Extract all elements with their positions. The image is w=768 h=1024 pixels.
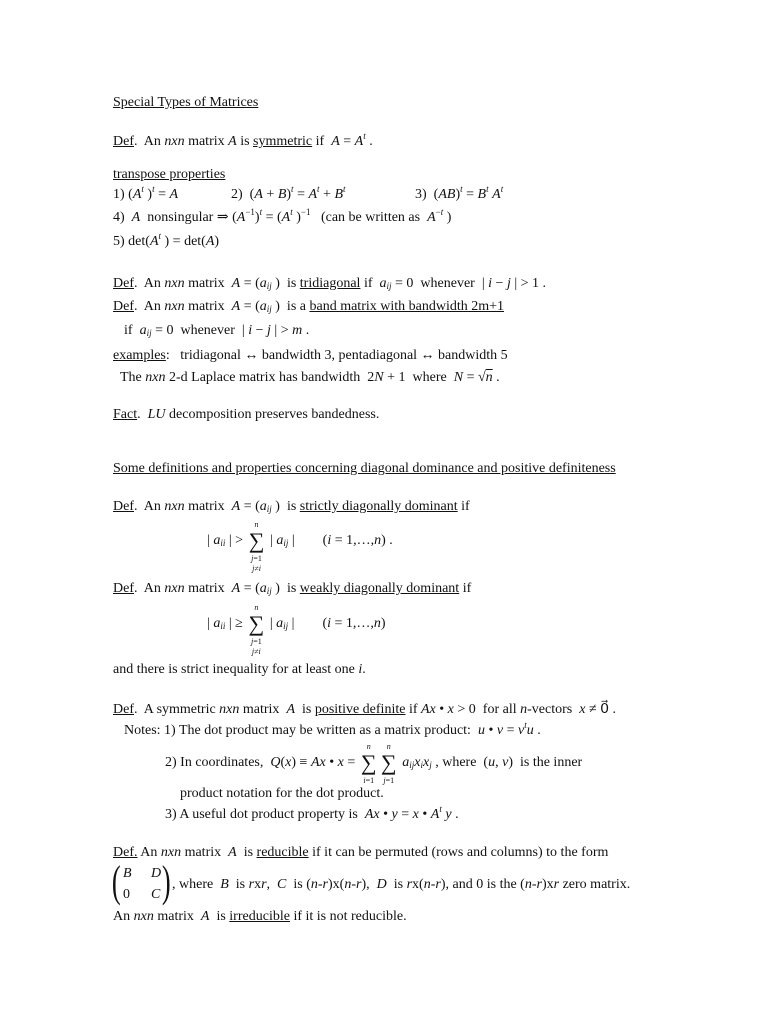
transpose-prop-2: 2) $(A + B)^t = A^t + B^t$	[231, 184, 346, 202]
transpose-heading: transpose properties	[113, 167, 226, 182]
notes-3: 3) A useful dot product property is Ax • y = x • $A^t$ y .	[165, 804, 459, 822]
strict-inequality-note: and there is strict inequality for at least one i.	[113, 662, 366, 677]
def-strictly-dominant: Def. An nxn matrix $A = (a_{ij}$ ) is strictly diagonally dominant if	[113, 499, 470, 514]
def-weakly-dominant: Def. An nxn matrix $A = (a_{ij}$ ) is weakly diagonally dominant if	[113, 581, 472, 596]
notes-2-cont: product notation for the dot product.	[180, 786, 384, 801]
reducible-where-line: , where B is rxr, C is (n-r)x(n-r), D is rx(n-r), and 0 is the (n-r)xr zero matrix.	[172, 877, 631, 892]
block-matrix: ( B D 0 C )	[111, 857, 171, 906]
def-reducible: Def. An nxn matrix A is reducible if it can be permuted (rows and columns) to the form	[113, 845, 609, 860]
laplace-line: The nxn 2-d Laplace matrix has bandwidth 2N + 1 where N = √n .	[120, 370, 500, 385]
def-positive-definite: Def. A symmetric nxn matrix A is positive definite if Ax • x > 0 for all n-vectors x ≠ 0⃗ .	[113, 702, 617, 717]
def-band-condition: if $a_{ij} = 0$ whenever | i − j | > m .	[124, 323, 310, 338]
transpose-prop-1: 1) ($A^t$ )$^t$ = A	[113, 184, 179, 202]
def-tridiagonal: Def. An nxn matrix $A = (a_{ij}$ ) is tridiagonal if $a_{ij} = 0$ whenever | i − j | > 1 .	[113, 276, 547, 291]
transpose-prop-4: 4) A nonsingular ⇒ $(A^{-1})^t = (A^t$ )$^{-1}$ (can be written as $A^{-t}$ )	[113, 207, 452, 225]
notes-2: 2) In coordinates, Q(x) ≡ Ax • x = n ∑ i=1 n ∑ j=1 $a_{ij}x_ix_j$ , where (u, v) is the inner	[165, 742, 583, 785]
def-irreducible: An nxn matrix A is irreducible if it is not reducible.	[113, 909, 407, 924]
def-symmetric: Def. An nxn matrix A is symmetric if $A = A^t$ .	[113, 131, 373, 149]
transpose-prop-3: 3) $(AB)^t = B^t$ $A^t$	[415, 184, 504, 202]
fact-line: Fact. LU decomposition preserves bandedness.	[113, 407, 380, 422]
notes-1: Notes: 1) The dot product may be written as a matrix product: u • $v = v^tu$ .	[124, 720, 541, 738]
page-title: Special Types of Matrices	[113, 95, 259, 110]
formula-weak-dominance: | $a_{ii}$ | ≥ n ∑ j=1 j≠i | $a_{ij}$ | (i = 1,…,n)	[207, 603, 386, 656]
transpose-prop-5: 5) $\det(A^t$ ) = det(A)	[113, 231, 220, 249]
formula-strict-dominance: | $a_{ii}$ | > n ∑ j=1 j≠i | $a_{ij}$ | (i = 1,…,n) .	[207, 520, 393, 573]
def-band-matrix: Def. An nxn matrix $A = (a_{ij}$ ) is a band matrix with bandwidth 2m+1	[113, 299, 505, 314]
examples-line: examples: tridiagonal ↔ bandwidth 3, pentadiagonal ↔ bandwidth 5	[113, 348, 508, 363]
section-heading-diagonal-dominance: Some definitions and properties concerning diagonal dominance and positive definiteness	[113, 461, 616, 476]
